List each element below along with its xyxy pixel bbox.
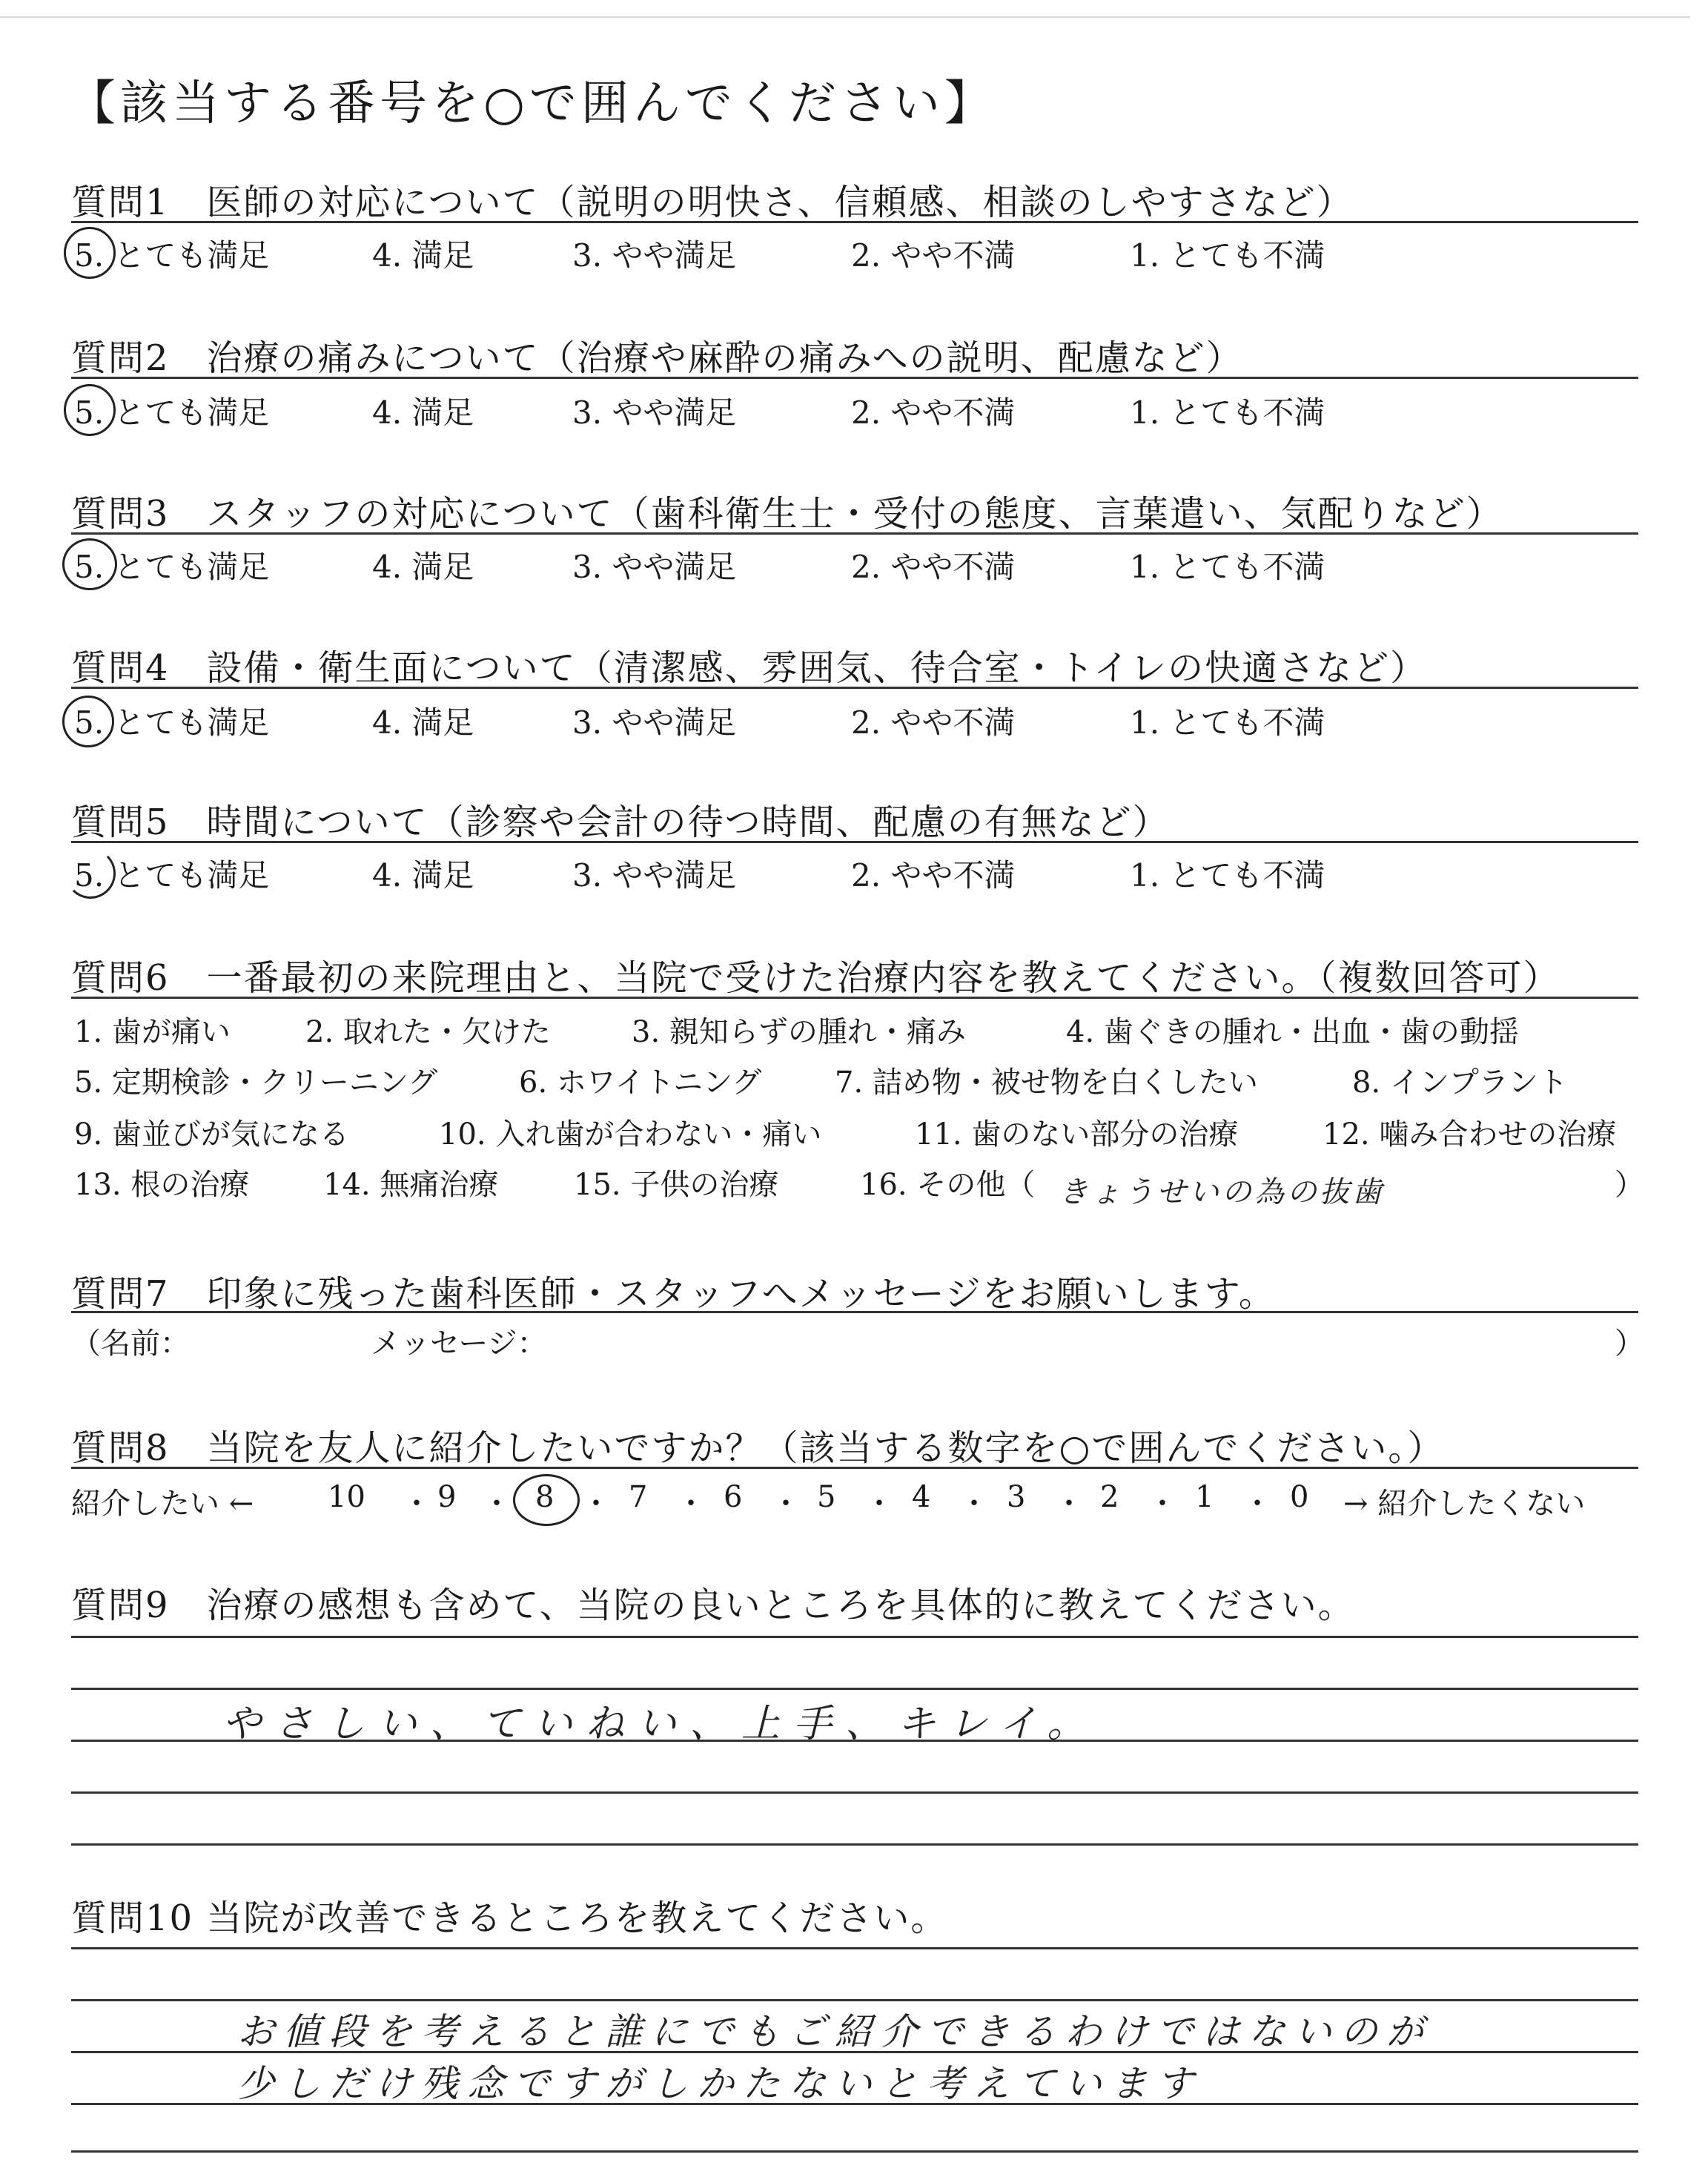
q9-line-2 xyxy=(71,1688,1638,1690)
q3-selection-circle xyxy=(62,538,117,590)
q10-title: 質問10 当院が改善できるところを教えてください。 xyxy=(71,1898,948,1939)
q8-dot: ・ xyxy=(1054,1487,1084,1521)
q2-rule xyxy=(71,377,1638,379)
q6-option-7[interactable]: 7. 詰め物・被せ物を白くしたい xyxy=(835,1066,1258,1100)
q2-title: 質問2 治療の痛みについて（治療や麻酔の痛みへの説明、配慮など） xyxy=(71,337,1243,379)
q4-option-2[interactable]: 2. やや不満 xyxy=(851,704,1016,741)
q9-line-4 xyxy=(71,1791,1638,1794)
q6-option-1[interactable]: 1. 歯が痛い xyxy=(74,1015,231,1049)
q4-rule xyxy=(71,687,1638,689)
q1-option-5[interactable]: 5. とても満足 xyxy=(74,237,270,274)
q8-dot: ・ xyxy=(1242,1487,1272,1521)
q6-other-close: ） xyxy=(1615,1168,1644,1202)
q3-option-3[interactable]: 3. やや満足 xyxy=(572,549,737,585)
q6-option-3[interactable]: 3. 親知らずの腫れ・痛み xyxy=(632,1015,966,1049)
q1-option-3[interactable]: 3. やや満足 xyxy=(572,237,737,274)
q7-rule xyxy=(71,1311,1638,1313)
q6-option-4[interactable]: 4. 歯ぐきの腫れ・出血・歯の動揺 xyxy=(1066,1015,1519,1049)
q9-answer: やさしい、ていねい、上手、キレイ。 xyxy=(222,1702,1099,1746)
q6-option-12[interactable]: 12. 噛み合わせの治療 xyxy=(1323,1117,1617,1152)
q8-scale-7[interactable]: 7 xyxy=(629,1480,648,1514)
q6-option-5[interactable]: 5. 定期検診・クリーニング xyxy=(74,1066,438,1100)
q5-option-2[interactable]: 2. やや不満 xyxy=(851,857,1016,894)
q8-scale-5[interactable]: 5 xyxy=(817,1480,836,1514)
q4-title: 質問4 設備・衛生面について（清潔感、雰囲気、待合室・トイレの快適さなど） xyxy=(71,647,1428,689)
q7-close: ） xyxy=(1615,1327,1644,1361)
q6-option-10[interactable]: 10. 入れ歯が合わない・痛い xyxy=(439,1117,822,1152)
q6-option-11[interactable]: 11. 歯のない部分の治療 xyxy=(915,1117,1239,1152)
q8-rule xyxy=(71,1467,1638,1469)
q8-dot: ・ xyxy=(1148,1487,1177,1521)
q3-rule xyxy=(71,532,1638,535)
q6-option-15[interactable]: 15. 子供の治療 xyxy=(574,1168,779,1202)
q6-title: 質問6 一番最初の来院理由と、当院で受けた治療内容を教えてください。（複数回答可） xyxy=(71,957,1560,999)
q3-option-4[interactable]: 4. 満足 xyxy=(372,549,474,585)
q4-option-3[interactable]: 3. やや満足 xyxy=(572,704,737,741)
q3-option-5[interactable]: 5. とても満足 xyxy=(74,549,270,585)
q8-scale-10[interactable]: 10 xyxy=(328,1480,365,1514)
q8-title: 質問8 当院を友人に紹介したいですか？（該当する数字を○で囲んでください。） xyxy=(71,1427,1445,1469)
q9-line-5 xyxy=(71,1843,1638,1846)
q1-selection-circle xyxy=(64,227,116,279)
q5-option-4[interactable]: 4. 満足 xyxy=(372,857,474,894)
q8-dot: ・ xyxy=(402,1487,431,1521)
q7-title: 質問7 印象に残った歯科医師・スタッフへメッセージをお願いします。 xyxy=(71,1273,1276,1315)
q8-dot: ・ xyxy=(959,1487,989,1521)
q4-selection-circle xyxy=(62,696,114,747)
q2-option-3[interactable]: 3. やや満足 xyxy=(572,394,737,431)
q2-option-2[interactable]: 2. やや不満 xyxy=(851,394,1016,431)
q6-option-8[interactable]: 8. インプラント xyxy=(1352,1066,1568,1100)
q8-scale-9[interactable]: 9 xyxy=(437,1480,457,1514)
q1-rule xyxy=(71,221,1638,223)
q7-message-label: メッセージ： xyxy=(371,1327,547,1361)
q8-scale-2[interactable]: 2 xyxy=(1100,1480,1119,1514)
q8-dot: ・ xyxy=(482,1487,512,1521)
q8-dot: ・ xyxy=(771,1487,801,1521)
q8-scale-3[interactable]: 3 xyxy=(1007,1480,1026,1514)
q3-option-2[interactable]: 2. やや不満 xyxy=(851,549,1016,585)
q10-line-5 xyxy=(71,2150,1638,2153)
q10-answer-line-2: 少しだけ残念ですがしかたないと考えています xyxy=(237,2062,1202,2105)
q8-scale-0[interactable]: 0 xyxy=(1290,1480,1309,1514)
q3-option-1[interactable]: 1. とても不満 xyxy=(1130,549,1325,585)
q8-scale-1[interactable]: 1 xyxy=(1195,1480,1214,1514)
q5-option-5[interactable]: 5. とても満足 xyxy=(74,857,270,894)
q5-selection-circle xyxy=(65,848,116,899)
q8-scale-6[interactable]: 6 xyxy=(724,1480,743,1514)
q8-scale-4[interactable]: 4 xyxy=(912,1480,931,1514)
q10-answer-line-1: お値段を考えると誰にでもご紹介できるわけではないのが xyxy=(237,2010,1432,2053)
q6-option-13[interactable]: 13. 根の治療 xyxy=(74,1168,250,1202)
q6-option-6[interactable]: 6. ホワイトニング xyxy=(519,1066,762,1100)
q6-option-16[interactable]: 16. その他（ xyxy=(860,1168,1036,1202)
q9-title: 質問9 治療の感想も含めて、当院の良いところを具体的に教えてください。 xyxy=(71,1585,1355,1626)
q8-right-label: → 紹介したくない xyxy=(1343,1487,1586,1521)
q8-dot: ・ xyxy=(864,1487,894,1521)
q6-option-14[interactable]: 14. 無痛治療 xyxy=(323,1168,499,1202)
q4-option-5[interactable]: 5. とても満足 xyxy=(74,704,270,741)
q2-selection-circle xyxy=(64,384,116,436)
form-header: 【該当する番号を○で囲んでください】 xyxy=(68,76,996,131)
q5-rule xyxy=(71,841,1638,843)
q6-other-handwritten: きょうせいの為の抜歯 xyxy=(1059,1175,1385,1209)
scan-top-edge xyxy=(0,16,1690,18)
q5-title: 質問5 時間について（診察や会計の待つ時間、配慮の有無など） xyxy=(71,802,1170,843)
q6-rule xyxy=(71,997,1638,999)
q1-title: 質問1 医師の対応について（説明の明快さ、信頼感、相談のしやすさなど） xyxy=(71,182,1354,223)
q4-option-4[interactable]: 4. 満足 xyxy=(372,704,474,741)
q8-scale-8[interactable]: 8 xyxy=(535,1480,555,1514)
q9-line-1 xyxy=(71,1636,1638,1638)
q5-option-3[interactable]: 3. やや満足 xyxy=(572,857,737,894)
q2-option-4[interactable]: 4. 満足 xyxy=(372,394,474,431)
q10-line-1 xyxy=(71,1947,1638,1949)
q4-option-1[interactable]: 1. とても不満 xyxy=(1130,704,1325,741)
q6-option-9[interactable]: 9. 歯並びが気になる xyxy=(74,1117,349,1152)
q1-option-2[interactable]: 2. やや不満 xyxy=(851,237,1016,274)
q8-selection-circle xyxy=(513,1474,580,1526)
q6-option-2[interactable]: 2. 取れた・欠けた xyxy=(305,1015,551,1049)
q2-option-1[interactable]: 1. とても不満 xyxy=(1130,394,1325,431)
q3-title: 質問3 スタッフの対応について（歯科衛生士・受付の態度、言葉遣い、気配りなど） xyxy=(71,493,1503,535)
q5-option-1[interactable]: 1. とても不満 xyxy=(1130,857,1325,894)
q1-option-4[interactable]: 4. 満足 xyxy=(372,237,474,274)
q8-dot: ・ xyxy=(581,1487,611,1521)
q8-left-label: 紹介したい ← xyxy=(71,1487,254,1521)
q7-name-label: （名前： xyxy=(71,1327,190,1361)
q1-option-1[interactable]: 1. とても不満 xyxy=(1130,237,1325,274)
q2-option-5[interactable]: 5. とても満足 xyxy=(74,394,270,431)
q8-dot: ・ xyxy=(676,1487,706,1521)
q10-line-2 xyxy=(71,1999,1638,2001)
